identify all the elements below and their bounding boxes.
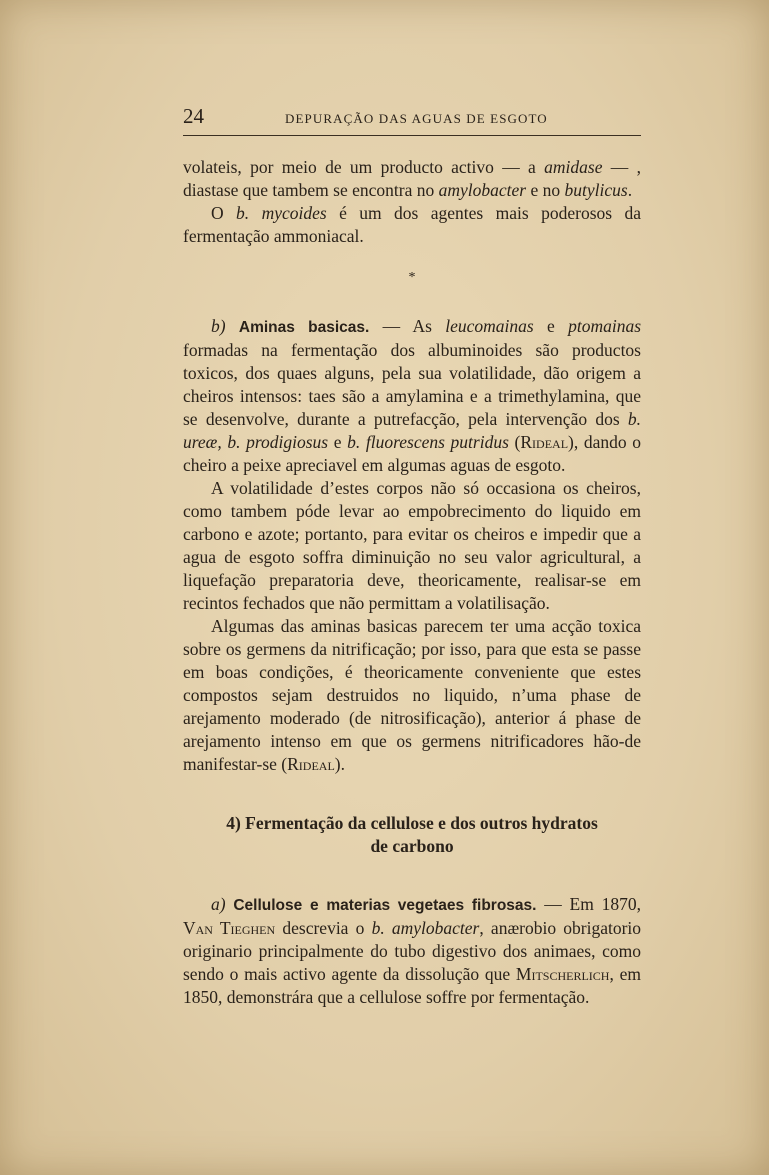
text-run: — Em 1870, xyxy=(536,894,641,914)
running-title: DEPURAÇÃO DAS AGUAS DE ESGOTO xyxy=(285,111,548,126)
text-run: ( xyxy=(508,432,521,452)
page-header xyxy=(183,104,641,130)
italic-term: b. fluorescens putridus xyxy=(347,432,509,452)
section-separator: * xyxy=(408,270,416,285)
item-label: b) xyxy=(211,316,226,336)
italic-term: b. ureæ, b. prodigiosus xyxy=(183,409,641,452)
italic-term: leucomainas xyxy=(445,316,534,336)
text-run: é um dos agentes mais poderosos da fermentação ammoniacal. xyxy=(183,203,641,246)
text-run: volateis, por meio de um producto activo — a xyxy=(183,157,545,177)
section-heading-line-2: de carbono xyxy=(370,836,454,856)
text-run: — , diastase que tambem se encontra no xyxy=(183,157,641,200)
text-run: , em 1850, demonstrára que a cellulose soffre por fermentação. xyxy=(183,964,641,1007)
paragraph-2 xyxy=(183,202,641,248)
run-in-heading: Cellulose e materias vegetaes fibrosas. xyxy=(233,897,537,914)
author-name: Mitscherlich xyxy=(515,964,610,984)
text-run: . xyxy=(627,180,633,200)
paragraph-1 xyxy=(183,156,641,202)
text-run: ). xyxy=(334,754,345,774)
author-name: Rideal xyxy=(287,754,335,774)
italic-term: amylobacter xyxy=(438,180,527,200)
text-run: descrevia o xyxy=(275,918,372,938)
text-run: ), dando o cheiro a peixe apreciavel em algumas aguas de esgoto. xyxy=(183,432,641,475)
section-heading-line-1: 4) Fermentação da cellulose e dos outros hydratos xyxy=(226,813,598,833)
text-run: e xyxy=(533,316,569,336)
italic-term: butylicus xyxy=(564,180,628,200)
text-run: — As xyxy=(369,316,446,336)
author-name: Rideal xyxy=(520,432,569,452)
paragraph-5 xyxy=(183,615,641,776)
text-run: , anærobio obrigatorio originario principalmente do tubo digestivo dos animaes, como sendo o mais activo agente da dissolução que xyxy=(183,918,642,984)
italic-term: ptomainas xyxy=(568,316,642,336)
paragraph-3 xyxy=(183,315,641,477)
text-run: Algumas das aminas basicas parecem ter uma acção toxica sobre os germens da nitrificação; por isso, para que esta se passe em boas condições, é theoricamente conveniente que estes compostos sejam destruidos no liquido, n’uma phase de arejamento moderado (de nitrosificação), anterior á phase de arejamento intenso em que os germens nitrificadores hão-de manifestar-se ( xyxy=(183,616,641,774)
paragraph-4: A volatilidade d’estes corpos não só occasiona os cheiros, como tambem póde levar ao empobrecimento do liquido em carbono e azote; portanto, para evitar os cheiros e impedir que a agua de esgoto soffra diminuição no seu valor agricultural, a liquefação preparatoria deve, theoricamente, realisar-se em recintos fechados que não permittam a volatilisação. xyxy=(183,478,641,613)
body-text xyxy=(183,156,641,1009)
italic-term: amidase xyxy=(544,157,603,177)
italic-term: b. amylobacter xyxy=(371,918,480,938)
paragraph-6 xyxy=(183,893,641,1009)
italic-term: b. mycoides xyxy=(236,203,327,223)
text-run: O xyxy=(211,203,237,223)
text-run: e no xyxy=(526,180,565,200)
item-label: a) xyxy=(211,894,226,914)
run-in-heading: Aminas basicas. xyxy=(238,319,370,336)
text-run: e xyxy=(328,432,348,452)
header-rule xyxy=(183,135,641,136)
page-number: 24 xyxy=(183,104,204,128)
author-name: Van Tieghen xyxy=(183,918,276,938)
section-heading xyxy=(183,812,641,858)
text-run: formadas na fermentação dos albuminoides são productos toxicos, dos quaes alguns, pela sua volatilidade, dão origem a cheiros intensos: taes são a amylamina e a trimethylamina, que se desenvolve, durante a putrefacção, pela intervenção dos xyxy=(183,340,641,429)
